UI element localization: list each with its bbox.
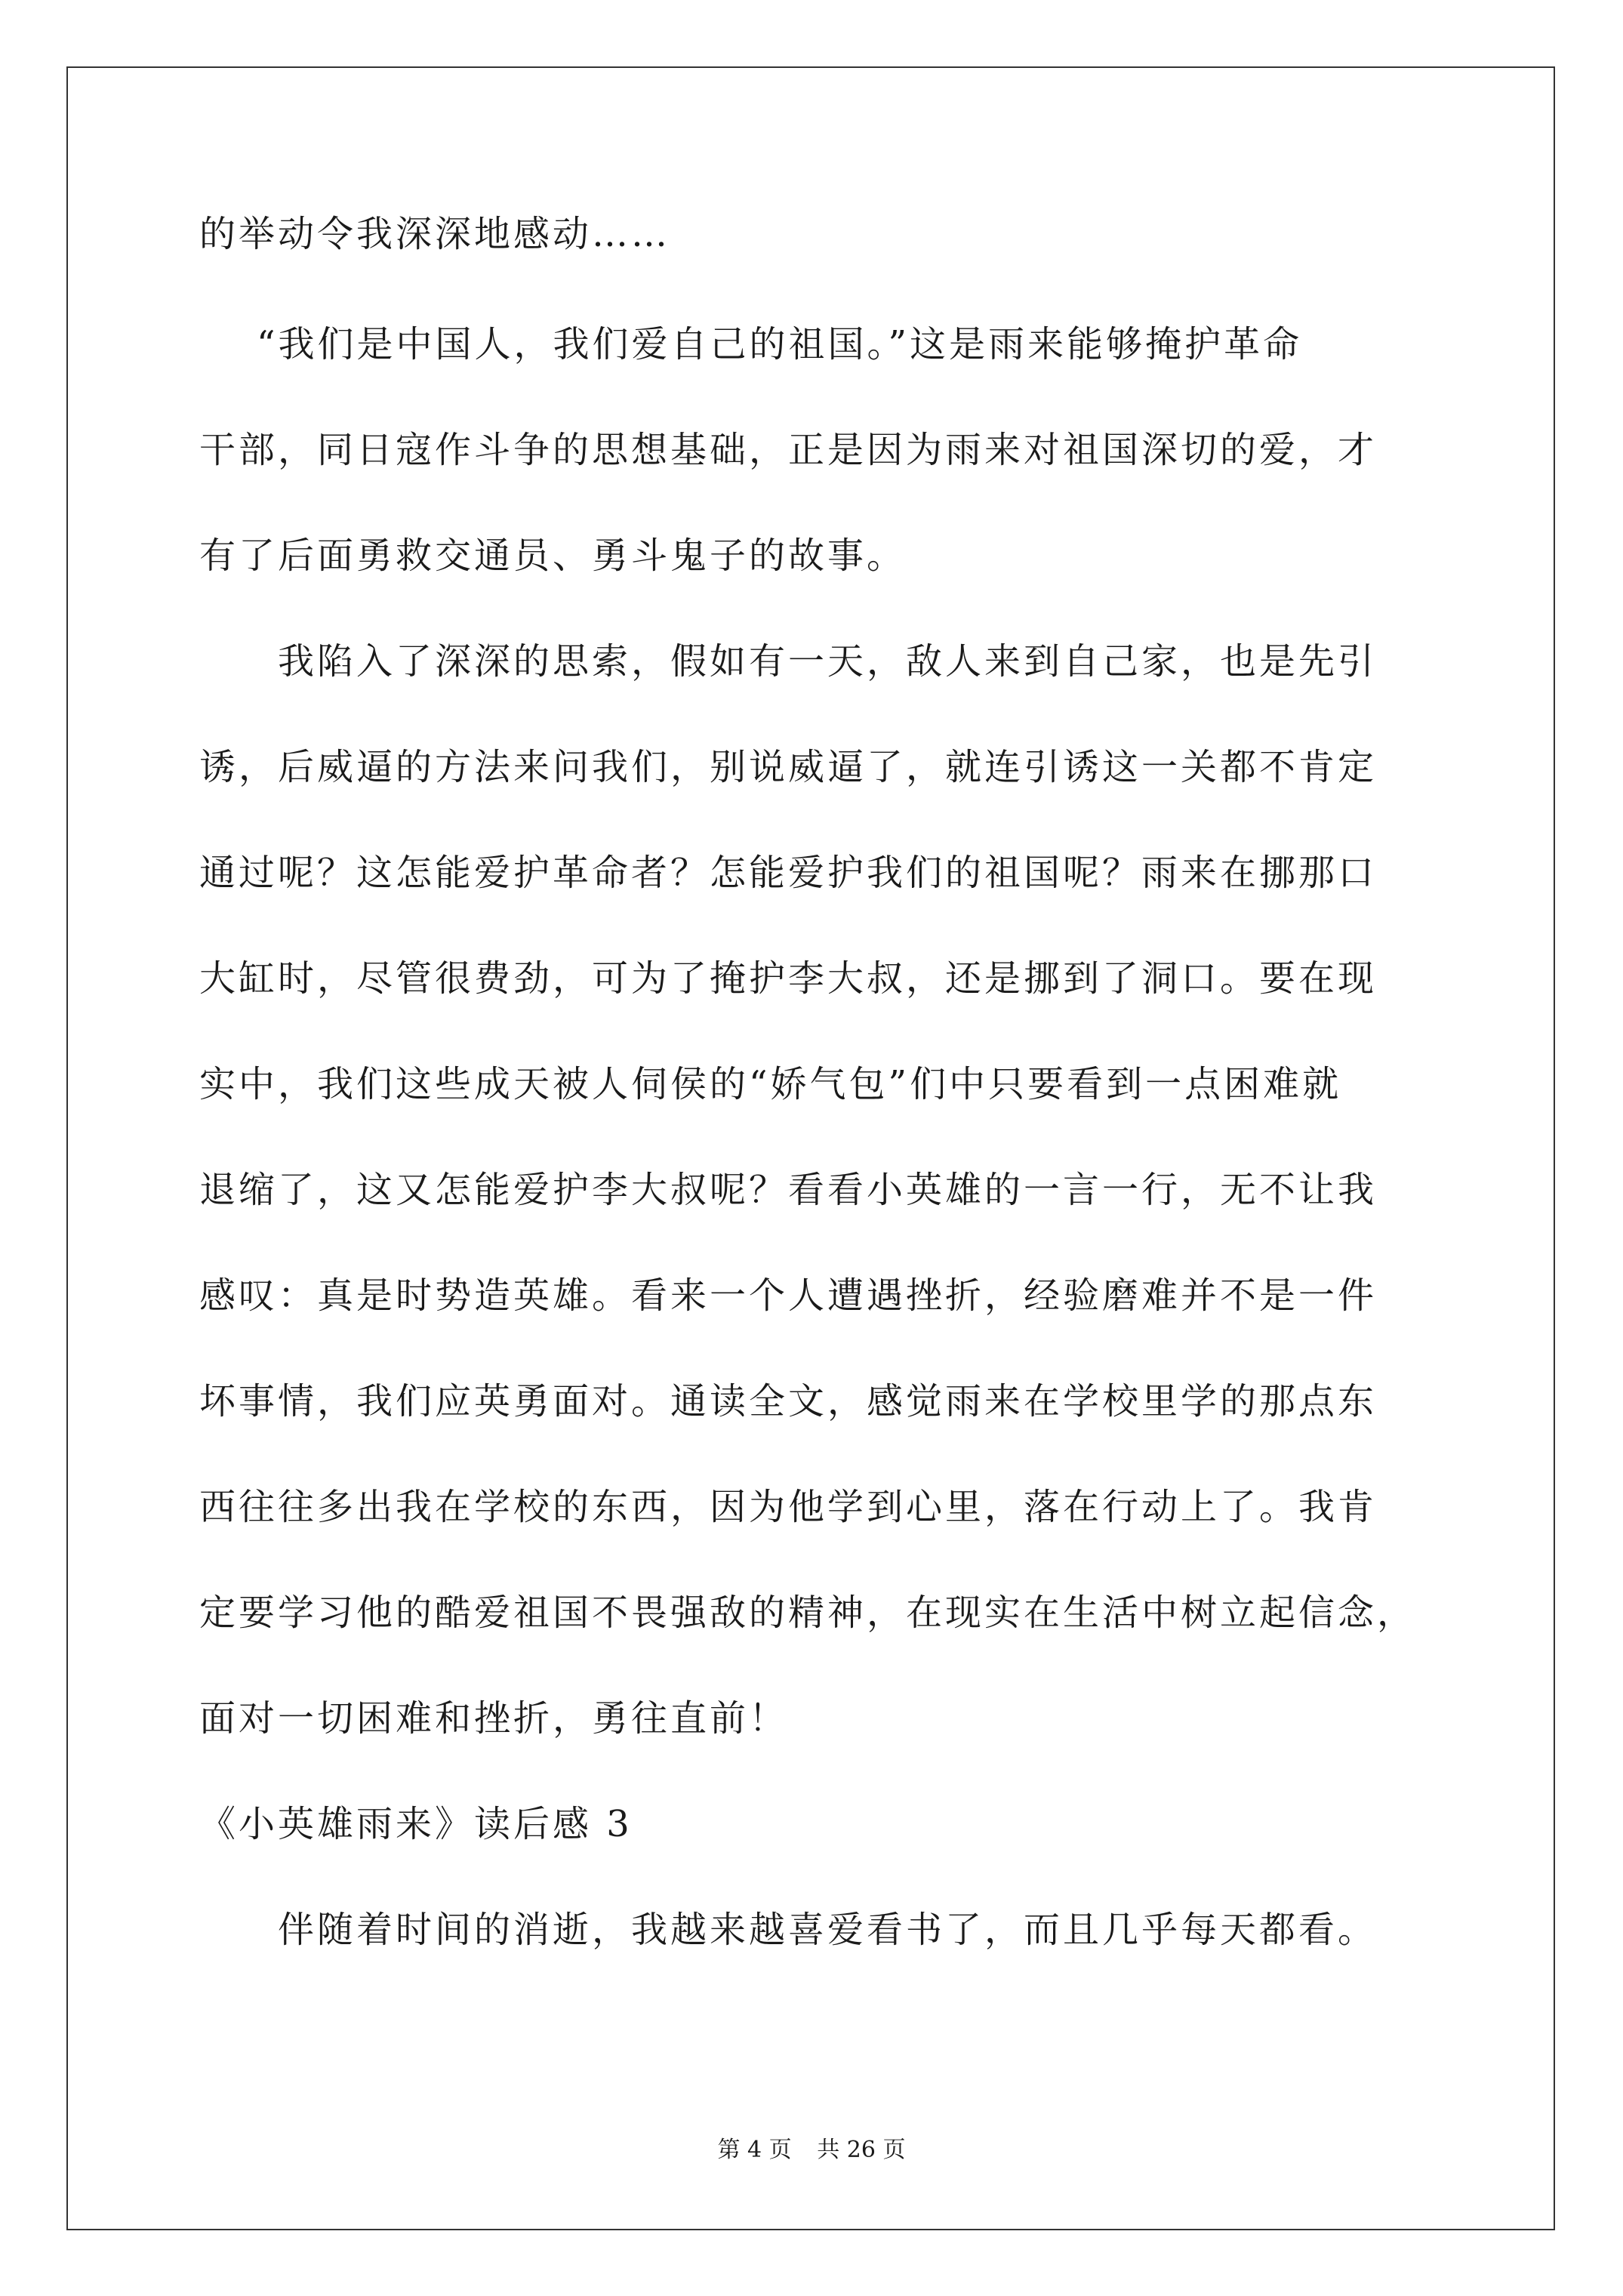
paragraph-line: 感叹：真是时势造英雄。看来一个人遭遇挫折，经验磨难并不是一件 <box>199 1274 1378 1317</box>
paragraph-line: 的举动令我深深地感动…… <box>199 213 671 255</box>
paragraph-line: 我陷入了深深的思索，假如有一天，敌人来到自己家，也是先引 <box>278 640 1378 683</box>
paragraph-line: 干部，同日寇作斗争的思想基础，正是因为雨来对祖国深切的爱，才 <box>199 429 1378 471</box>
paragraph-line: 有了后面勇救交通员、勇斗鬼子的故事。 <box>199 535 907 577</box>
page-border <box>66 66 1555 2230</box>
paragraph-line: 定要学习他的酷爱祖国不畏强敌的精神，在现实在生活中树立起信念， <box>199 1592 1417 1634</box>
paragraph-line: 伴随着时间的消逝，我越来越喜爱看书了，而且几乎每天都看。 <box>278 1909 1378 1951</box>
paragraph-line: “我们是中国人，我们爱自己的祖国。”这是雨来能够掩护革命 <box>257 323 1303 365</box>
page-number: 第 4 页 <box>717 2137 792 2163</box>
page-footer <box>0 2137 1623 2164</box>
paragraph-line: 通过呢？这怎能爱护革命者？怎能爱护我们的祖国呢？雨来在挪那口 <box>199 852 1378 894</box>
paragraph-line: 诱，后威逼的方法来问我们，别说威逼了，就连引诱这一关都不肯定 <box>199 746 1378 788</box>
paragraph-line: 大缸时，尽管很费劲，可为了掩护李大叔，还是挪到了洞口。要在现 <box>199 957 1378 1000</box>
paragraph-line: 坏事情，我们应英勇面对。通读全文，感觉雨来在学校里学的那点东 <box>199 1380 1378 1422</box>
section-heading: 《小英雄雨来》读后感 3 <box>199 1803 633 1845</box>
paragraph-line: 西往往多出我在学校的东西，因为他学到心里，落在行动上了。我肯 <box>199 1486 1378 1528</box>
paragraph-line: 实中，我们这些成天被人伺侯的“娇气包”们中只要看到一点困难就 <box>199 1063 1342 1105</box>
paragraph-line: 面对一切困难和挫折，勇往直前！ <box>199 1697 789 1740</box>
paragraph-line: 退缩了，这又怎能爱护李大叔呢？看看小英雄的一言一行，无不让我 <box>199 1169 1378 1211</box>
page-total: 共 26 页 <box>817 2137 906 2163</box>
